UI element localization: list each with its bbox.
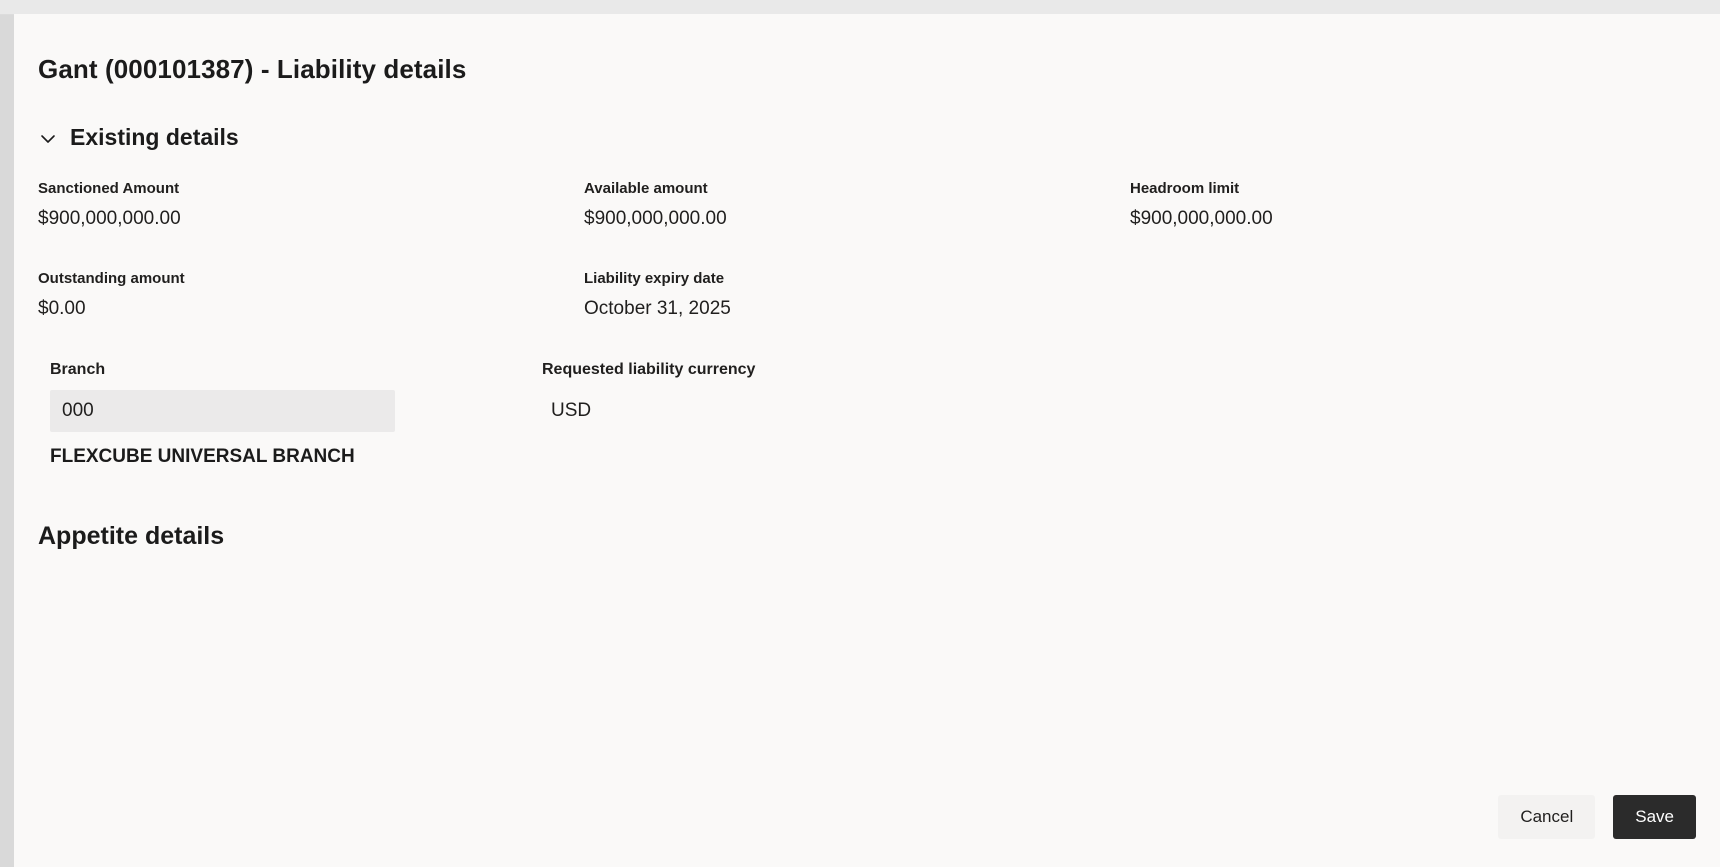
branch-label: Branch [50, 361, 106, 378]
field-label: Liability expiry date [584, 270, 725, 287]
liability-details-panel [14, 14, 1720, 867]
field-value: October 31, 2025 [584, 298, 731, 319]
dialog-footer [1498, 795, 1696, 839]
page-title: Gant (000101387) - Liability details [38, 54, 467, 84]
existing-details-grid [38, 179, 1688, 343]
requested-currency-group [542, 359, 1088, 432]
save-button[interactable]: Save [1613, 795, 1696, 839]
field-liability-expiry-date [584, 269, 1130, 343]
field-empty-slot [1130, 269, 1676, 343]
existing-details-section-toggle[interactable] [38, 124, 239, 151]
field-label: Sanctioned Amount [38, 180, 180, 197]
field-outstanding-amount [38, 269, 584, 343]
branch-input[interactable] [50, 390, 395, 432]
existing-details-label: Existing details [70, 124, 239, 150]
branch-description: FLEXCUBE UNIVERSAL BRANCH [50, 446, 355, 467]
requested-currency-value: USD [551, 400, 592, 421]
field-value: $900,000,000.00 [584, 208, 727, 229]
details-row-2 [38, 269, 1688, 343]
field-value: $900,000,000.00 [38, 208, 181, 229]
requested-currency-label: Requested liability currency [542, 361, 756, 378]
field-label: Outstanding amount [38, 270, 185, 287]
field-label: Available amount [584, 180, 708, 197]
field-sanctioned-amount [38, 179, 584, 253]
field-value: $900,000,000.00 [1130, 208, 1273, 229]
window-top-strip [0, 0, 1720, 15]
branch-field-group [50, 359, 596, 468]
chevron-down-icon [38, 129, 58, 149]
appetite-details-heading: Appetite details [38, 522, 225, 550]
field-headroom-limit [1130, 179, 1676, 253]
field-available-amount [584, 179, 1130, 253]
cancel-button[interactable]: Cancel [1498, 795, 1595, 839]
field-value: $0.00 [38, 298, 86, 319]
details-row-1 [38, 179, 1688, 253]
field-label: Headroom limit [1130, 180, 1240, 197]
